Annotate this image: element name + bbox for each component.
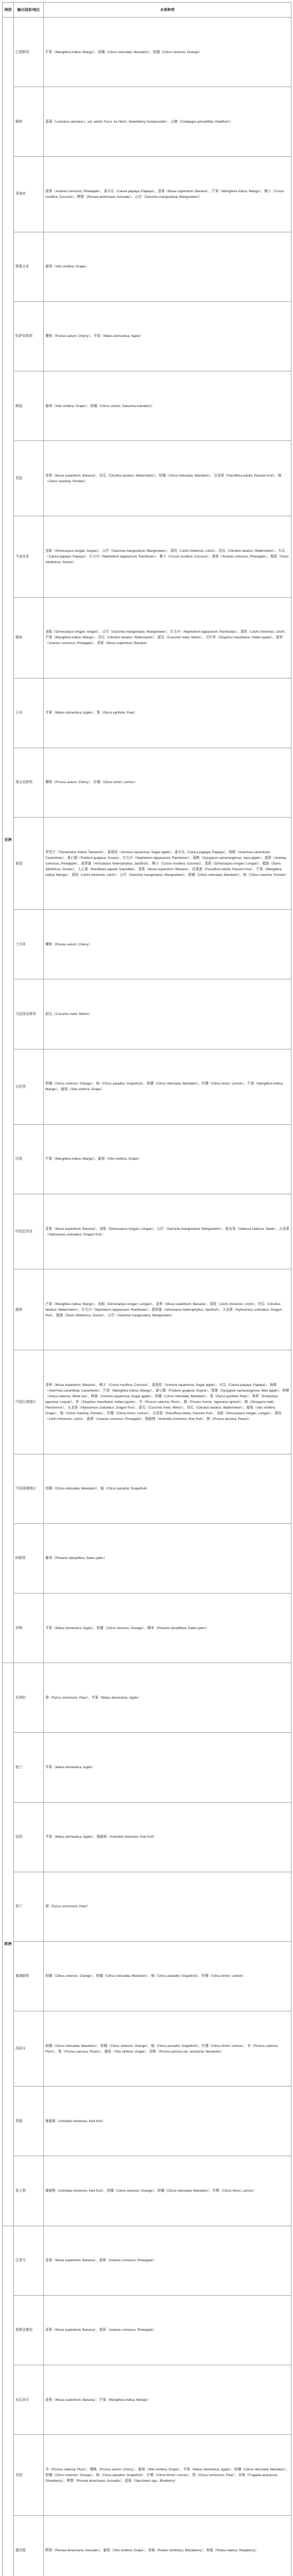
table-row — [3, 2011, 291, 2087]
table-row — [3, 1593, 291, 1663]
table-row — [3, 1872, 291, 1941]
country-cell: 乌兹别克斯坦 — [14, 979, 44, 1049]
table-row — [3, 301, 291, 371]
table-body — [3, 18, 291, 2576]
table-row — [3, 1663, 291, 1733]
fruit-cell: 罗望子（Tamarindus indica; Tamarind）、番荔枝（Annona squamosa; Sugar apple）、番木瓜（Carica papaya; Papaya）、杨桃（Averrhoa carambola; Carambola）、番石榴（Psidium guajava; Guava）、红毛丹（Nephelium lappaceum; Rambutan）、蒲桃（Syzygium samarangense; Java apple）、菠萝（Ananas comosus; Pineapple）、菠萝蜜（Artocarpus heterophyllus; Jackfruit）、椰子（Cocos nucifera; Coconut）、龙眼（Dimocarpus longan; Longan）、榴莲（Durio zibethinus; Durian）、人心果（Manilkara zapota; Sapodilla）、香蕉（Musa supientum; Banana）、西番莲（Passiflora edulis; Passion fruit）、芒果（Mangifera indica; Mango）、荔枝（Litchi chinensis; Litchi）、山竹（Garcinia mangostana; Mangosteen）、柑橘（Citrus reticulata; Mandarin）、柚（Citrus maxima; Pomelo） — [44, 818, 291, 910]
header-row — [3, 3, 291, 18]
fruit-cell: 鳄梨（Persea americana; Avocado）、葡萄（Vitis vinifera; Grape）、黑莓（Rubus ulmifolius; Blackberry）、树莓（Rubus idaeus; Raspberry） — [44, 2516, 291, 2576]
country-cell: 阿联酋 — [14, 1523, 44, 1593]
fruit-cell: 苹果（Malus domestica; Apple）、猕猴桃（Actinidia chinensis; Kiwi fruit） — [44, 1802, 291, 1872]
table-row — [3, 18, 291, 87]
fruit-cell: 苹果（Malus domestica; Apple）、柑橘（Citrus sinensis; Orange）、椰枣（Phoenix dactylifera; Dates palm） — [44, 1593, 291, 1663]
fruit-cell: 梨（Pyrus communis; Pear）、苹果（Malus domestica; Apple） — [44, 1663, 291, 1733]
fruit-cell: 猕猴桃（Actinidia chinensis; Kiwi fruit） — [44, 2087, 291, 2156]
fruit-cell: 樱桃（Prunus avium; Cherry） — [44, 910, 291, 979]
country-cell: 中国香港地区 — [14, 1454, 44, 1523]
table-row — [3, 910, 291, 979]
country-cell: 韩国 — [14, 371, 44, 440]
fruit-cell: 龙眼（Dimocarpus longan; longan）、山竹（Garcinia mangostana; Mangosteen）、荔枝（Litchi chinensis; Litchi）、西瓜（Citrullus lanatus; Watermelon）、木瓜（Carica papaya; Papaya）、红毛丹（Nephelium lappaceum; Rambutan）、椰子（Cocos nucifera; Coconut）、菠萝（Ananas comosus; Pineapple）、榴莲（Durio zibethinus; Durian） — [44, 516, 291, 597]
fruit-cell: 香蕉（Musa supientum; Banana）、龙眼（Dimocarpus longan; Longan）、山竹（Garcinia mangostana; Mangosteen）、蛇皮果（Salacca zalacca; Salak）、火龙果（Hylocereus undulatus; Dragon fruit） — [44, 1194, 291, 1269]
country-cell: 老挝 — [14, 441, 44, 516]
country-cell: 土耳其 — [14, 910, 44, 979]
country-cell: 希腊 — [14, 2087, 44, 2156]
table-row — [3, 2295, 291, 2365]
country-cell: 马来西亚 — [14, 516, 44, 597]
fruit-cell: 梨（Pyrus communis; Pear） — [44, 1872, 291, 1941]
area-cell: 欧洲 — [3, 1663, 14, 2226]
fruit-cell: 樱桃（Prunus avium; Cherry）、苹果（Malus domestica; Apple） — [44, 301, 291, 371]
table-row — [3, 371, 291, 440]
table-row — [3, 1049, 291, 1124]
country-cell: 巴拿马 — [14, 2226, 44, 2295]
country-cell: 泰国 — [14, 818, 44, 910]
table-row — [3, 1454, 291, 1523]
fruit-cell: 龙眼（Dimocarpus longan; longan）、山竹（Garcinia mangostana; Mangosteen）、红毛丹（Nephelium lappaceum; Rambutan）、荔枝（Litchi chinensis; Litchi）、芒果（Mangifera indica; Mango）、西瓜（Citrullus lanatus; Watermelon）、甜瓜（Cucumis melo; Melon）、毛叶枣（Zizyphus mauritiana; Indian jujube）、菠萝（Ananas comosus; Pineapple）、香蕉（Musa supientum; Banana） — [44, 597, 291, 678]
fruit-cell: 香蕉（Musa supientum; Banana）、西瓜（Citrullus lanatus; Watermelon）、柑橘（Citrus reticulata; Mandarin）、百香果（Passiflora edulis; Passion fruit）、柚（Citrus maxima; Pomelo） — [44, 441, 291, 516]
country-cell: 中国台湾地区 — [14, 1350, 44, 1454]
table-row — [3, 748, 291, 817]
country-cell: 以色列 — [14, 1049, 44, 1124]
table-row — [3, 1124, 291, 1194]
table-row — [3, 2516, 291, 2576]
country-cell: 缅甸 — [14, 597, 44, 678]
fruit-cell: 葡萄（Vitis vinifera; Grape）、柑橘（Citrus unshiu; Satsuma mandarin） — [44, 371, 291, 440]
header-fruit: 水果种类 — [44, 3, 291, 18]
table-row — [3, 979, 291, 1049]
country-cell: 厄瓜多尔 — [14, 2365, 44, 2435]
country-cell: 日本 — [14, 678, 44, 748]
fruit-cell: 芒果（Mangifera indica; Mango）、葡萄（Vitis vinifera; Grape） — [44, 1124, 291, 1194]
table-row — [3, 2435, 291, 2516]
fruit-cell: 香蕉（Musa supientum; Banana）、菠萝（Ananas comosus; Pineapple） — [44, 2295, 291, 2365]
table-row — [3, 1523, 291, 1593]
document-page — [2, 2, 291, 2576]
country-cell: 西班牙 — [14, 2011, 44, 2087]
fruit-cell: 柑橘（Citrus reticulata; Mandarin）、柚（Citrus paradisi; Grapefruit） — [44, 1454, 291, 1523]
fruit-cell: 椰枣（Phoenix dactylifera; Dates palm） — [44, 1523, 291, 1593]
fruit-cell: 柑橘（Citrus reticulata; Mandarin）、柑橘（Citrus sinensis; Orange）、柚（Citrus paradisi; Grapefruit）、柠檬（Citrus limon; Lemon）、李（Prunus salicina; Plum）、桃（Prunus persica; Peach）、葡萄（Vitis vinifera; Grape）、油桃（Prunus persica var. nectarina; Nectarine） — [44, 2011, 291, 2087]
country-cell: 比利时 — [14, 1663, 44, 1733]
country-cell: 菲律宾 — [14, 157, 44, 232]
fruit-cell: 柑橘（Citrus sinensis; Orange）、柚（Citrus paradisi; Grapefruit）、柑橘（Citrus reticulata; Mandarin）、柠檬（Citrus limon; Lemon）、芒果（Mangifera indica; Mango）、葡萄（Vitis vinifera; Grape） — [44, 1049, 291, 1124]
country-cell: 波兰 — [14, 1733, 44, 1802]
country-cell: 意大利 — [14, 2156, 44, 2226]
area-cell — [3, 2226, 14, 2576]
fruit-cell: 柑橘（Citrus sinensis; Orange）、柑橘（Citrus reticulata; Mandarin）、柚（Citrus paradisi; Grapefruit）、柠檬（Citrus limon; Lemon） — [44, 1941, 291, 2011]
country-cell: 墨西哥 — [14, 2516, 44, 2576]
fruit-cell: 芒果（Mangifera indica; Mango）、柑橘（Citrus reticulata; Mandarin）、柑橘（Citrus sinensis; Orange） — [44, 18, 291, 87]
fruit-access-table — [2, 2, 291, 2576]
fruit-cell: 香蕉（Musa supientum; Banana）、椰子（Cocos nucifera; Coconut）、番荔枝（Annona squamosa; Sugar apple）、木瓜（Carica papaya; Papaya）、杨桃（Averrhoa carambola; Carambola）、芒果（Mangifera indica; Mango）、番石榴（Psidium guajava; Guava）、莲雾（Syzygium samarangense; Wax apple）、槟榔（Areca catechu; Betel nut）、释迦（Annona squamosa; Sugar apple）、柑橘（Citrus reticulata; Mandarin）、梨（Pyrus pyrifolia; Pear）、枇杷（Eriobotrya japonica; Loquat）、枣（Zizyphus mauritiana; Indian jujube）、李（Prunus salicina; Plum）、梅（Prunus mume; Japanese apricot）、柿（Diospyros kaki; Persimmon）、火龙果（Hylocereus undulatus; Dragon fruit）、甜瓜（Cucumis melo; Melon）、西瓜（Citrullus lanatus; Watermelon）、葡萄（Vitis vinifera; Grape）、柚（Citrus maxima; Pomelo）、柠檬（Citrus limon; Lemon）、百香果（Passiflora edulis; Passion fruit）、龙眼（Dimocarpus longan; Longan）、荔枝（Litchi chinensis; Litchi）、菠萝（Ananas comosus; Pineapple）、猕猴桃（Actinidia chinensis; Kiwi fruit）、桃（Prunus persica; Peach） — [44, 1350, 291, 1454]
table-header — [3, 3, 291, 18]
country-cell: 越南 — [14, 1269, 44, 1350]
country-cell: 格鲁吉亚 — [14, 232, 44, 301]
table-row — [3, 1269, 291, 1350]
fruit-cell: 香蕉（Musa supientum; Banana）、菠萝（Ananas comosus; Pineapple） — [44, 2226, 291, 2295]
fruit-cell: 李（Prunus salicina; Plum）、樱桃（Prunus avium; Cherry）、葡萄（Vitis vinifera; Grape）、苹果（Malus domestica; Apple）、柑橘（Citrus reticulata; Mandarin）、柑橘（Citrus sinensis; Orange）、柚（Citrus paradisi; Grapefruit）、柠檬（Citrus limon; Lemon）、梨（Pyrus communis; Pear）、草莓（Fragaria ananassa; Strawberry）、鳄梨（Persea americana; Avocado）、蓝莓（Vaccinium spp.; Blueberry） — [44, 2435, 291, 2516]
fruit-cell: 苹果（Malus domestica; Apple） — [44, 1733, 291, 1802]
header-country: 输出国家/地区 — [14, 3, 44, 18]
fruit-cell: 猕猴桃（Actinidia chinensis; Kiwi fruit）、柑橘（Citrus sinensis; Orange）、柑橘（Citrus reticulata; Mandarin）、柠檬（Citrus limon; Lemon） — [44, 2156, 291, 2226]
header-area: 洲别 — [3, 3, 14, 18]
table-row — [3, 818, 291, 910]
country-cell: 伊朗 — [14, 1593, 44, 1663]
table-row — [3, 516, 291, 597]
country-cell: 哥斯达黎加 — [14, 2295, 44, 2365]
table-row — [3, 87, 291, 157]
table-row — [3, 1194, 291, 1269]
table-row — [3, 597, 291, 678]
area-cell: 亚洲 — [3, 18, 14, 1663]
country-cell: 塔吉克斯坦 — [14, 748, 44, 817]
fruit-cell: 樱桃（Prunus avium; Cherry）、柠檬（Citrus limon; Lemon） — [44, 748, 291, 817]
fruit-cell: 苹果（Malus domestica; Apple）、梨（Pyrus pyrifolia; Pear） — [44, 678, 291, 748]
table-row — [3, 1733, 291, 1802]
table-row — [3, 1941, 291, 2011]
country-cell: 印度尼西亚 — [14, 1194, 44, 1269]
country-cell: 哈萨克斯坦 — [14, 301, 44, 371]
table-row — [3, 232, 291, 301]
table-row — [3, 2226, 291, 2295]
country-cell: 印度 — [14, 1124, 44, 1194]
fruit-cell: 香蕉（Musa supientum; Banana）、芒果（Mangifera indica; Mango） — [44, 2365, 291, 2435]
table-row — [3, 157, 291, 232]
country-cell: 美国 — [14, 2435, 44, 2516]
fruit-cell: 菠萝（Ananas comosus; Pineapple）、番木瓜（Carica papaya; Papaya）、香蕉（Musa supientum; Banana）、芒果（Mangifera indica; Mango）、椰子（Cocos nucifera; Coconut）、鳄梨（Persea americana; Avocado）、山竹（Garcinia mangostana; Mangosteen） — [44, 157, 291, 232]
table-row — [3, 441, 291, 516]
fruit-cell: 芒果（Mangifera indica; Mango）、龙眼（Dimocarpus longan; Longan）、香蕉（Musa supientum; Banana）、荔枝（Litchi chinensis; Litchi）、西瓜（Citrullus lanatus; Watermelon）、红毛丹（Nephelium lappaceum; Rambutan）、菠萝蜜（Artocarpus heterophyllus; Jackfruit）、火龙果（Hylocereus undulatus; Dragon fruit）、榴莲（Durio zibethinus; Durian）、山竹（Garcinia mangostana; Mangosteen） — [44, 1269, 291, 1350]
table-row — [3, 2365, 291, 2435]
country-cell: 荷兰 — [14, 1872, 44, 1941]
fruit-cell: 葡萄（Vitis vinifera; Grape） — [44, 232, 291, 301]
fruit-cell: 蓝莓（Lonicera caerulea L. var. edulis Turcz. ex Herd.; Sweetberry honeysuckle）、山楂（Crataegus pinnatifida; Hawthorn） — [44, 87, 291, 157]
table-row — [3, 1350, 291, 1454]
table-row — [3, 2156, 291, 2226]
country-cell: 巴基斯坦 — [14, 18, 44, 87]
country-cell: 塞浦路斯 — [14, 1941, 44, 2011]
country-cell: 朝鲜 — [14, 87, 44, 157]
table-row — [3, 2087, 291, 2156]
fruit-cell: 甜瓜（Cucumis melo; Melon） — [44, 979, 291, 1049]
table-row — [3, 1802, 291, 1872]
table-row — [3, 678, 291, 748]
country-cell: 法国 — [14, 1802, 44, 1872]
